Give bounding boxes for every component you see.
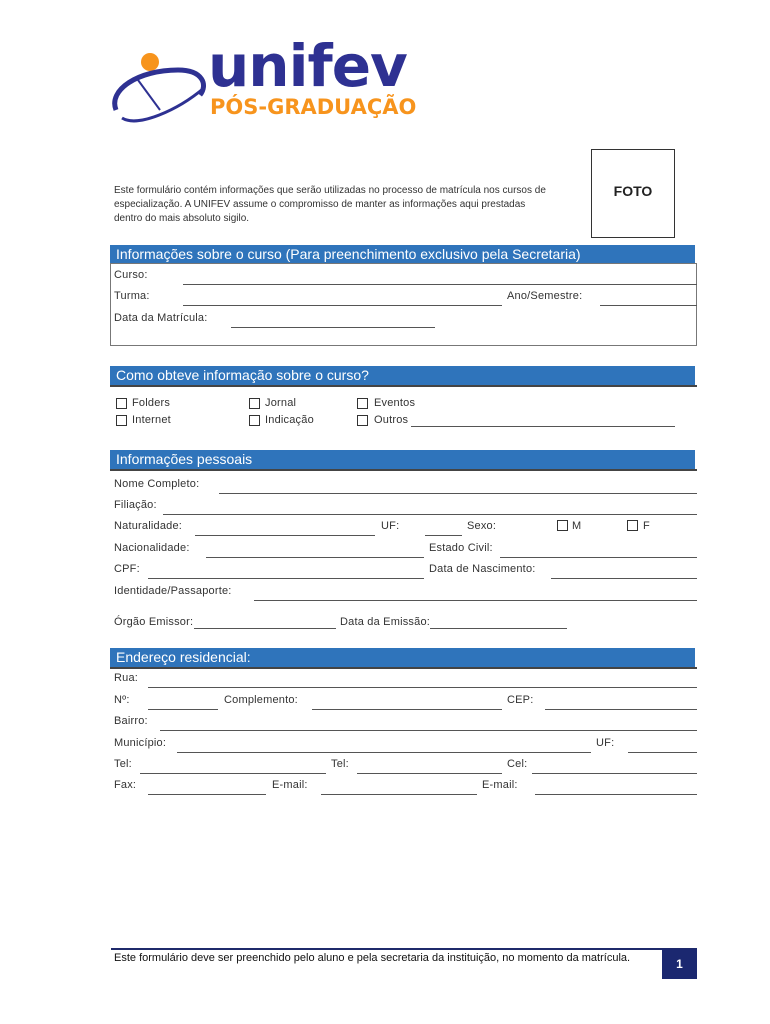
indicacao-label: Indicação (265, 414, 314, 426)
logo-word: unifev (208, 32, 407, 100)
fax-field[interactable] (148, 794, 266, 795)
outros-label: Outros (374, 414, 409, 426)
cep-field[interactable] (545, 709, 697, 710)
cep-label: CEP: (507, 694, 534, 706)
section-address-header: Endereço residencial: (110, 648, 695, 667)
tel2-field[interactable] (357, 773, 502, 774)
identidade-field[interactable] (254, 600, 697, 601)
email1-field[interactable] (321, 794, 477, 795)
numero-field[interactable] (148, 709, 218, 710)
filiacao-field[interactable] (163, 514, 697, 515)
curso-label: Curso: (114, 269, 148, 281)
filiacao-label: Filiação: (114, 499, 157, 511)
cel-field[interactable] (532, 773, 697, 774)
naturalidade-field[interactable] (195, 535, 375, 536)
estado-civil-label: Estado Civil: (429, 542, 493, 554)
turma-field[interactable] (183, 305, 502, 306)
indicacao-checkbox[interactable] (249, 415, 260, 426)
estado-civil-field[interactable] (500, 557, 697, 558)
fax-label: Fax: (114, 779, 137, 791)
section-source-header: Como obteve informação sobre o curso? (110, 366, 695, 385)
nome-field[interactable] (219, 493, 697, 494)
unifev-logo (108, 32, 428, 130)
sexo-label: Sexo: (467, 520, 497, 532)
municipio-label: Município: (114, 737, 167, 749)
cel-label: Cel: (507, 758, 528, 770)
section-personal-header: Informações pessoais (110, 450, 695, 469)
data-emissao-field[interactable] (430, 628, 567, 629)
logo-subtitle: PÓS-GRADUAÇÃO (210, 95, 417, 119)
rua-label: Rua: (114, 672, 139, 684)
data-matricula-field[interactable] (231, 327, 435, 328)
sexo-m-label: M (572, 520, 582, 532)
bairro-label: Bairro: (114, 715, 148, 727)
nacionalidade-field[interactable] (206, 557, 424, 558)
tel1-label: Tel: (114, 758, 132, 770)
tel2-label: Tel: (331, 758, 349, 770)
complemento-field[interactable] (312, 709, 502, 710)
data-emissao-label: Data da Emissão: (340, 616, 431, 628)
sexo-f-label: F (643, 520, 650, 532)
footer-rule (111, 948, 697, 950)
nome-label: Nome Completo: (114, 478, 200, 490)
data-matricula-label: Data da Matrícula: (114, 312, 208, 324)
cpf-label: CPF: (114, 563, 140, 575)
address-uf-label: UF: (596, 737, 615, 749)
address-uf-field[interactable] (628, 752, 697, 753)
complemento-label: Complemento: (224, 694, 298, 706)
cpf-field[interactable] (148, 578, 424, 579)
municipio-field[interactable] (177, 752, 591, 753)
data-nascimento-label: Data de Nascimento: (429, 563, 536, 575)
email2-field[interactable] (535, 794, 697, 795)
curso-field[interactable] (183, 284, 697, 285)
ano-semestre-label: Ano/Semestre: (507, 290, 583, 302)
footer-text: Este formulário deve ser preenchido pelo aluno e pela secretaria da instituição, no momento da matrícula. (114, 952, 631, 964)
uf-field[interactable] (425, 535, 462, 536)
jornal-label: Jornal (265, 397, 297, 409)
rua-field[interactable] (148, 687, 697, 688)
orgao-emissor-label: Órgão Emissor: (114, 616, 194, 628)
sexo-m-checkbox[interactable] (557, 520, 568, 531)
orgao-emissor-field[interactable] (194, 628, 336, 629)
eventos-label: Eventos (374, 397, 416, 409)
email2-label: E-mail: (482, 779, 518, 791)
section-address-rule (110, 667, 697, 669)
logo-swoosh-icon (108, 40, 218, 130)
section-course-header: Informações sobre o curso (Para preenchimento exclusivo pela Secretaria) (110, 245, 695, 264)
identidade-label: Identidade/Passaporte: (114, 585, 232, 597)
page-number: 1 (662, 949, 697, 979)
photo-label: FOTO (613, 183, 653, 199)
nacionalidade-label: Nacionalidade: (114, 542, 190, 554)
ano-semestre-field[interactable] (600, 305, 697, 306)
intro-text: Este formulário contém informações que serão utilizadas no processo de matrícula nos cursos de especialização. A UNIFEV assume o compromisso de manter as informações aqui prestadas dentro do mais absoluto sigilo. (114, 185, 546, 224)
data-nascimento-field[interactable] (551, 578, 697, 579)
tel1-field[interactable] (140, 773, 326, 774)
uf-label: UF: (381, 520, 400, 532)
bairro-field[interactable] (160, 730, 697, 731)
numero-label: Nº: (114, 694, 130, 706)
internet-checkbox[interactable] (116, 415, 127, 426)
folders-checkbox[interactable] (116, 398, 127, 409)
internet-label: Internet (132, 414, 171, 426)
photo-box[interactable] (591, 149, 675, 238)
email1-label: E-mail: (272, 779, 308, 791)
outros-checkbox[interactable] (357, 415, 368, 426)
section-source-rule (110, 385, 697, 387)
jornal-checkbox[interactable] (249, 398, 260, 409)
sexo-f-checkbox[interactable] (627, 520, 638, 531)
section-personal-rule (110, 469, 697, 471)
outros-field[interactable] (411, 426, 675, 427)
eventos-checkbox[interactable] (357, 398, 368, 409)
folders-label: Folders (132, 397, 171, 409)
turma-label: Turma: (114, 290, 150, 302)
naturalidade-label: Naturalidade: (114, 520, 183, 532)
